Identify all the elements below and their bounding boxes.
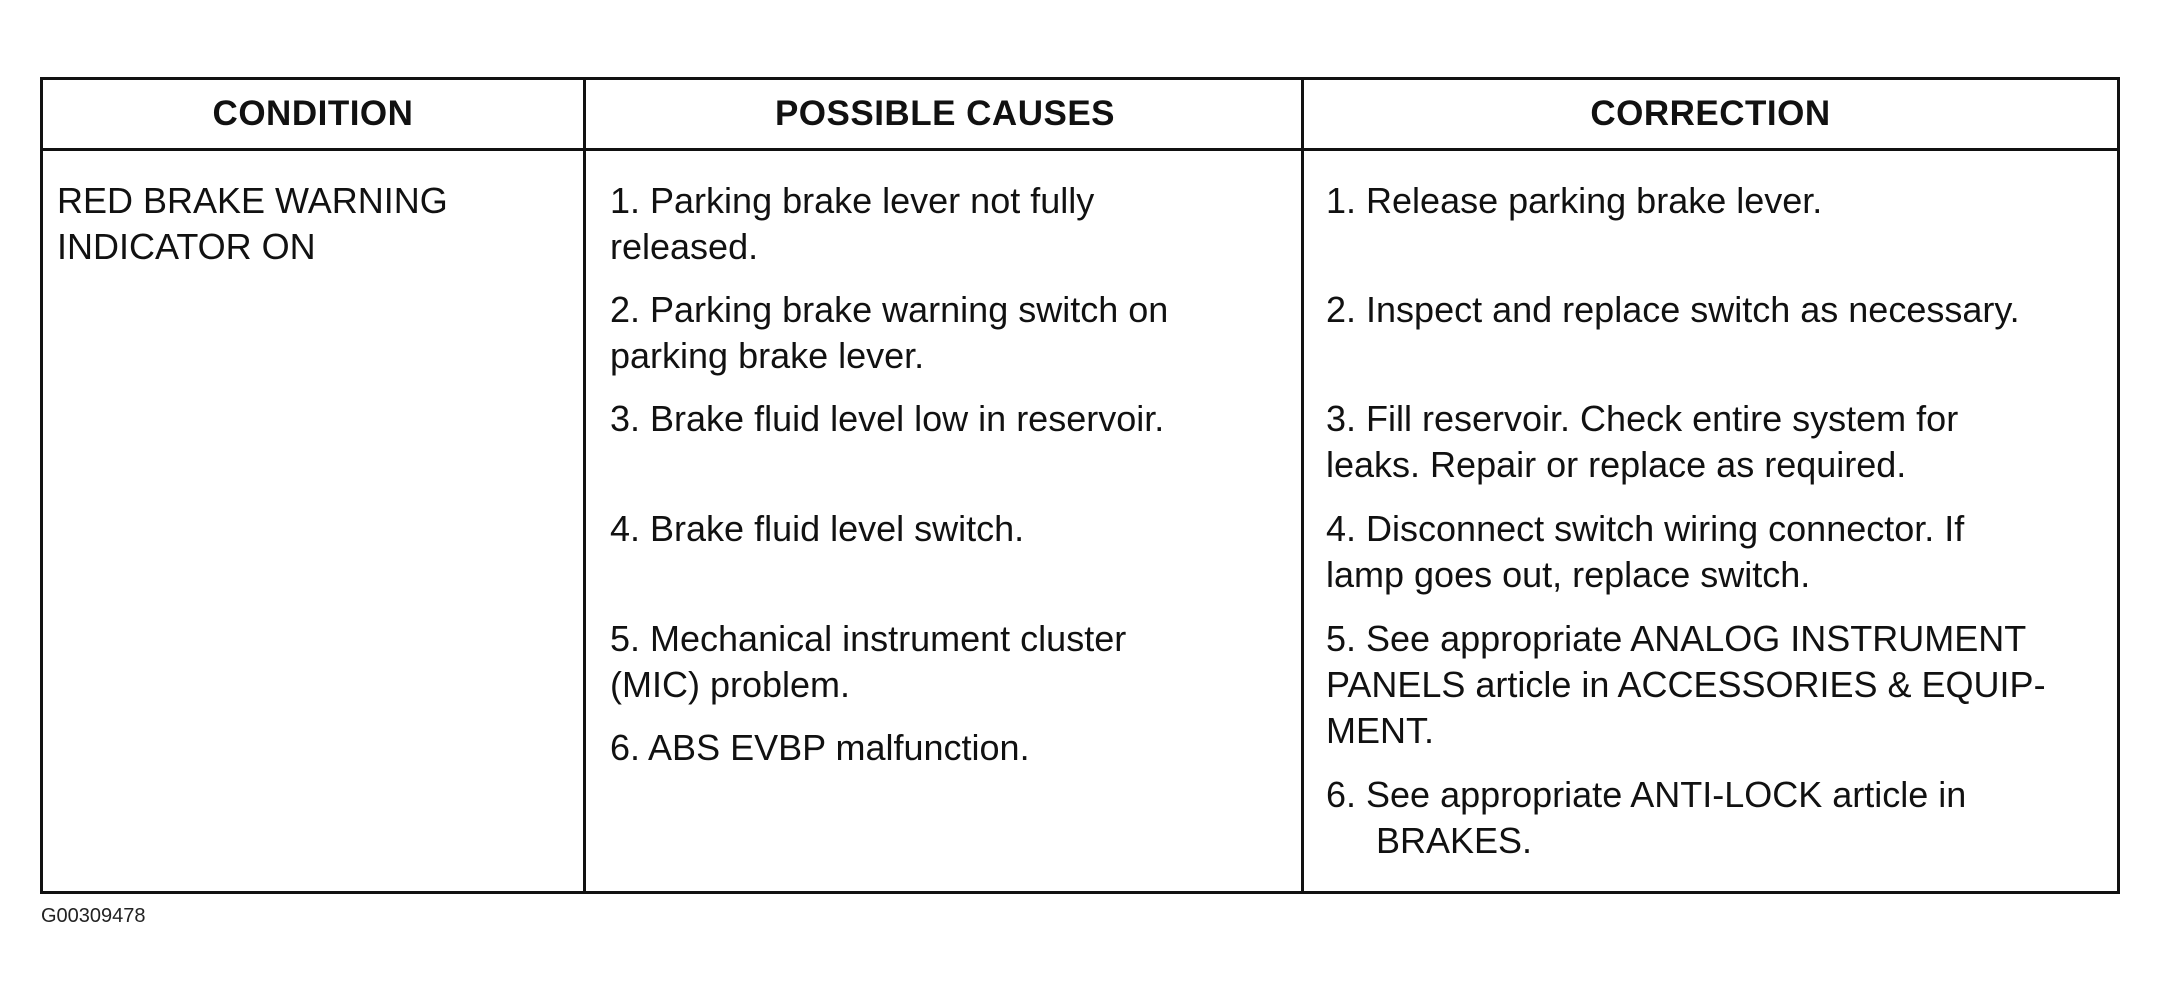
- cause-5-line-2: (MIC) problem.: [610, 664, 851, 705]
- causes-column: [583, 80, 1304, 891]
- correction-2-line-1: 2. Inspect and replace switch as necessary.: [1326, 289, 2020, 330]
- condition-column: [43, 80, 583, 891]
- cause-1-line-1: 1. Parking brake lever not fully: [610, 180, 1095, 221]
- correction-5-line-1: 5. See appropriate ANALOG INSTRUMENT: [1326, 618, 2027, 659]
- correction-1-line-1: 1. Release parking brake lever.: [1326, 180, 1823, 221]
- cause-2-line-1: 2. Parking brake warning switch on: [610, 289, 1169, 330]
- cause-1-line-2: released.: [610, 226, 759, 267]
- condition-line-2: INDICATOR ON: [57, 226, 316, 267]
- cause-2-line-2: parking brake lever.: [610, 335, 925, 376]
- troubleshooting-table: [40, 77, 2120, 894]
- condition-header: CONDITION: [43, 80, 583, 151]
- cause-5-line-1: 5. Mechanical instrument cluster: [610, 618, 1127, 659]
- cause-3-line-1: 3. Brake fluid level low in reservoir.: [610, 398, 1165, 439]
- cause-6-line-1: 6. ABS EVBP malfunction.: [610, 727, 1030, 768]
- cause-4-line-1: 4. Brake fluid level switch.: [610, 508, 1025, 549]
- correction-header: CORRECTION: [1304, 80, 2117, 151]
- correction-6-line-2: BRAKES.: [1376, 820, 1533, 861]
- condition-line-1: RED BRAKE WARNING: [57, 180, 448, 221]
- correction-5-line-2: PANELS article in ACCESSORIES & EQUIP-: [1326, 664, 2046, 705]
- correction-3-line-2: leaks. Repair or replace as required.: [1326, 444, 1907, 485]
- correction-3-line-1: 3. Fill reservoir. Check entire system for: [1326, 398, 1959, 439]
- causes-header: POSSIBLE CAUSES: [586, 80, 1304, 151]
- correction-column: [1301, 80, 2117, 891]
- correction-4-line-2: lamp goes out, replace switch.: [1326, 554, 1811, 595]
- correction-6-line-1: 6. See appropriate ANTI-LOCK article in: [1326, 774, 1967, 815]
- correction-4-line-1: 4. Disconnect switch wiring connector. If: [1326, 508, 1965, 549]
- figure-id: G00309478: [41, 905, 146, 927]
- correction-5-line-3: MENT.: [1326, 710, 1434, 751]
